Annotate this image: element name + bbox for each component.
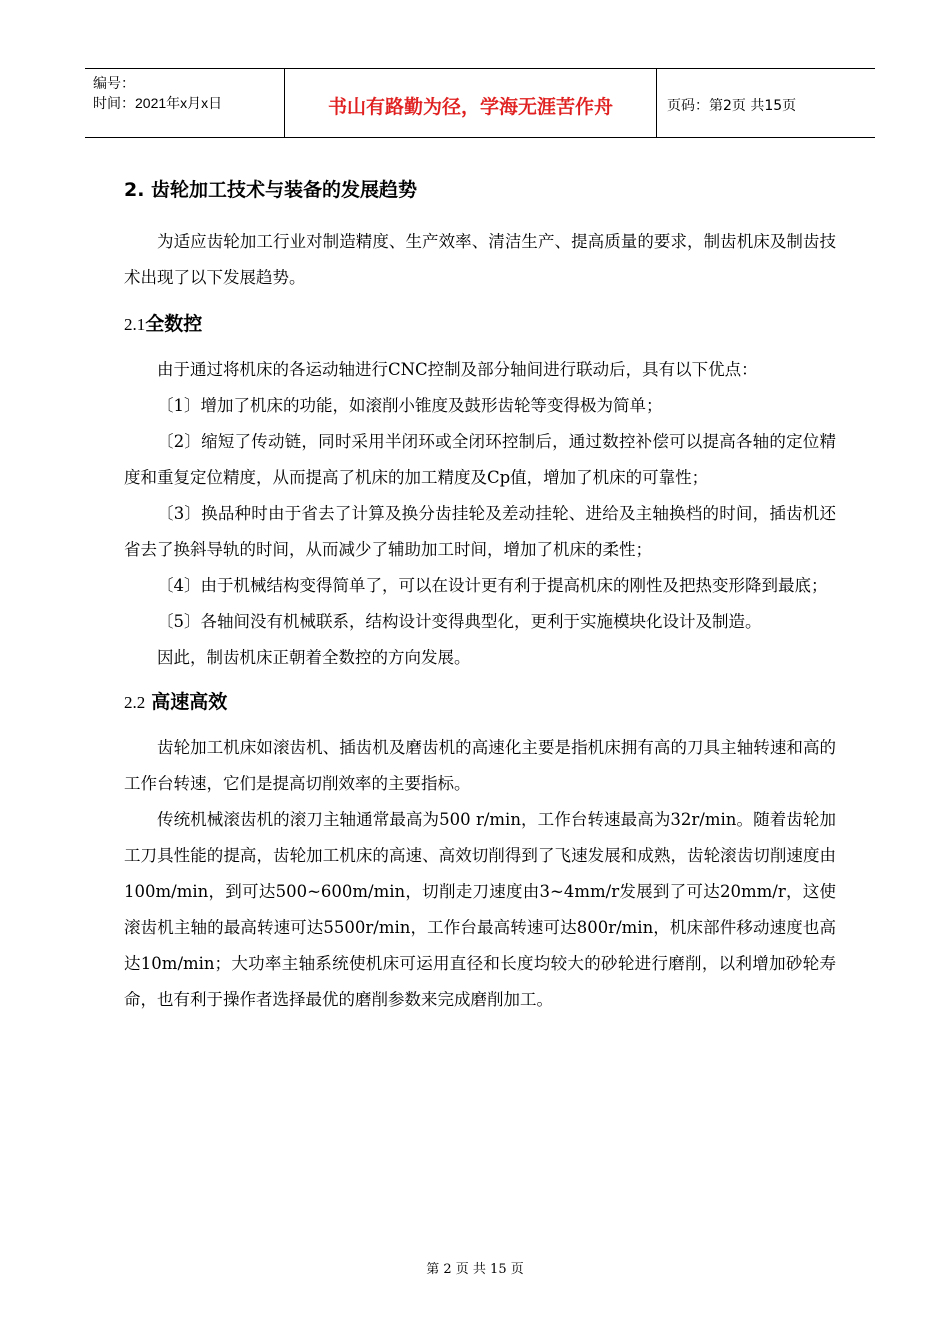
- paragraph: 因此，制齿机床正朝着全数控的方向发展。: [157, 648, 471, 667]
- list-item: 〔5〕各轴间没有机械联系，结构设计变得典型化，更利于实施模块化设计及制造。: [157, 612, 762, 631]
- paragraph: 齿轮加工机床如滚齿机、插齿机及磨齿机的高速化主要是指机床拥有高的刀具主轴转速和高的工作台转速，它们是提高切削效率的主要指标。: [124, 738, 836, 793]
- document-number-label: 编号：: [93, 75, 135, 91]
- subsection-number: 2.2: [124, 693, 146, 712]
- list-item: 〔2〕缩短了传动链，同时采用半闭环或全闭环控制后，通过数控补偿可以提高各轴的定位精度和重复定位精度，从而提高了机床的加工精度及Cp值，增加了机床的可靠性；: [124, 432, 836, 487]
- section-intro: 为适应齿轮加工行业对制造精度、生产效率、清洁生产、提高质量的要求，制齿机床及制齿技术出现了以下发展趋势。: [124, 232, 836, 287]
- list-item: 〔3〕换品种时由于省去了计算及换分齿挂轮及差动挂轮、进给及主轴换档的时间，插齿机还省去了换斜导轨的时间，从而减少了辅助加工时间，增加了机床的柔性；: [124, 504, 836, 559]
- header-motto: 书山有路勤为径，学海无涯苦作舟: [285, 69, 657, 137]
- paragraph: 由于通过将机床的各运动轴进行CNC控制及部分轴间进行联动后，具有以下优点：: [157, 360, 758, 379]
- header-meta: [85, 69, 285, 137]
- document-body: [124, 170, 836, 1018]
- section-title: 2. 齿轮加工技术与装备的发展趋势: [124, 179, 418, 201]
- header-page-info: 页码：第2页 共15页: [667, 98, 797, 114]
- document-time-label: 时间：2021年x月x日: [93, 95, 223, 111]
- subsection-title: 全数控: [145, 313, 203, 335]
- paragraph: 传统机械滚齿机的滚刀主轴通常最高为500 r/min，工作台转速最高为32r/min。随着齿轮加工刀具性能的提高，齿轮加工机床的高速、高效切削得到了飞速发展和成熟，齿轮滚齿切削速度由100m/min，到可达500~600m/min，切削走刀速度由3~4mm/r发展到了可达20mm/r，这使滚齿机主轴的最高转速可达5500r/min，工作台最高转速可达800r/min，机床部件移动速度也高达10m/min；大功率主轴系统使机床可运用直径和长度均较大的砂轮进行磨削，以利增加砂轮寿命，也有利于操作者选择最优的磨削参数来完成磨削加工。: [124, 810, 836, 1009]
- list-item: 〔1〕增加了机床的功能，如滚削小锥度及鼓形齿轮等变得极为简单；: [157, 396, 663, 415]
- subsection-heading-2: [124, 680, 836, 724]
- subsection-title: 高速高效: [151, 691, 228, 713]
- list-item: 〔4〕由于机械结构变得简单了，可以在设计更有利于提高机床的刚性及把热变形降到最底；: [157, 576, 828, 595]
- subsection-number: 2.1: [124, 315, 146, 334]
- subsection-heading-1: [124, 302, 836, 346]
- page-header: [85, 68, 875, 138]
- page-footer: 第 2 页 共 15 页: [426, 1262, 524, 1277]
